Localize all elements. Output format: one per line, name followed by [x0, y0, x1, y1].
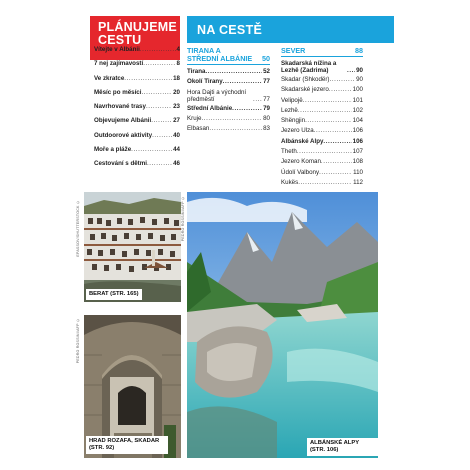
toc-entry-page: 83	[263, 125, 270, 133]
on-route-title: NA CESTĚ	[197, 23, 263, 37]
toc-entry-page: 77	[263, 95, 270, 103]
toc-entry[interactable]	[281, 126, 363, 136]
toc-entry[interactable]	[94, 46, 180, 60]
toc-entry[interactable]	[281, 85, 363, 95]
toc-entry-label: Outdoorové aktivity	[94, 131, 153, 139]
leader-dots	[223, 77, 262, 87]
toc-entry[interactable]	[281, 157, 363, 167]
toc-entry-label: Střední Albánie	[187, 104, 233, 112]
toc-entry-page: 77	[263, 78, 270, 86]
leader-dots	[201, 114, 262, 124]
leader-dots	[143, 60, 175, 67]
toc-entry-page: 104	[352, 117, 363, 125]
leader-dots	[314, 126, 352, 136]
planning-list	[94, 46, 180, 175]
on-route-header	[187, 16, 394, 43]
toc-entry-page: 102	[352, 106, 363, 114]
toc-entry-page: 101	[352, 96, 363, 104]
toc-entry-page: 23	[173, 103, 180, 111]
toc-entry[interactable]	[281, 59, 363, 75]
toc-entry-label: 7 nej zajímavostí	[94, 60, 144, 68]
toc-entry[interactable]	[281, 96, 363, 106]
toc-entry-page: 90	[356, 67, 363, 74]
leader-dots	[298, 106, 352, 116]
toc-entry-label: Jezero Koman	[281, 158, 321, 166]
toc-entry-page: 8	[176, 60, 180, 68]
leader-dots	[305, 116, 352, 126]
toc-entry[interactable]	[281, 106, 363, 116]
leader-dots	[297, 147, 352, 157]
toc-entry-label: Elbasan	[187, 125, 210, 133]
toc-entry-page: 107	[352, 148, 363, 156]
leader-dots	[319, 168, 352, 178]
toc-entry-label: Údolí Valbony	[281, 168, 320, 176]
toc-entry-label: Skadar (Shkodër)	[281, 76, 330, 83]
toc-entry-page: 106	[352, 137, 363, 145]
leader-dots	[232, 104, 262, 114]
alps-caption: ALBÁNSKÉ ALPY (STR. 106)	[307, 438, 378, 456]
leader-dots	[323, 137, 351, 147]
sever-items	[281, 59, 363, 188]
toc-entry[interactable]	[187, 67, 270, 77]
toc-entry-label: Navrhované trasy	[94, 103, 146, 111]
toc-entry[interactable]	[94, 75, 180, 89]
toc-entry-label: Cestování s dětmi	[94, 160, 147, 168]
leader-dots	[253, 96, 262, 103]
toc-entry[interactable]	[187, 114, 270, 124]
toc-entry-label: Skadarské jezero	[281, 86, 329, 94]
toc-entry-label: Theth	[281, 148, 297, 156]
toc-entry-label: Kukës	[281, 178, 299, 186]
toc-entry[interactable]	[94, 103, 180, 117]
toc-entry-label: Měsíc po měsíci	[94, 88, 142, 96]
toc-entry-page: 100	[352, 86, 363, 94]
sever-title-page: 88	[355, 46, 363, 55]
leader-dots	[321, 157, 352, 167]
alps-photo	[187, 192, 378, 458]
planning-title: PLÁNUJEME CESTU	[98, 20, 177, 47]
toc-entry-page: 52	[263, 68, 270, 75]
toc-entry-page: 110	[353, 168, 363, 176]
toc-entry-label: Objevujeme Albánii	[94, 117, 152, 125]
berat-photo	[84, 192, 181, 302]
leader-dots	[329, 85, 352, 95]
leader-dots	[124, 75, 172, 82]
toc-entry-page: 79	[263, 104, 270, 112]
rozafa-caption: HRAD ROZAFA, SKADAR (STR. 92)	[86, 436, 168, 454]
leader-dots	[152, 132, 172, 139]
tirana-section-title[interactable]	[187, 47, 270, 65]
leader-dots	[298, 178, 352, 188]
leader-dots	[151, 117, 172, 124]
tirana-title-text: TIRANA A STŘEDNÍ ALBÁNIE	[187, 46, 253, 63]
toc-entry-label: Okolí Tirany	[187, 78, 223, 86]
sever-section-title[interactable]	[281, 47, 363, 57]
toc-entry[interactable]	[281, 147, 363, 157]
toc-entry-label: Velipojë	[281, 96, 303, 104]
toc-entry-label: Tirana	[187, 68, 206, 75]
toc-entry[interactable]	[94, 60, 180, 74]
leader-dots	[131, 146, 172, 153]
toc-entry-label: Jezero Ulza	[281, 127, 314, 135]
toc-entry-page: 80	[263, 114, 270, 122]
toc-entry[interactable]	[187, 77, 270, 87]
berat-caption: BERAT (STR. 165)	[86, 289, 142, 300]
toc-entry-label: Vítejte v Albánii	[94, 46, 140, 53]
leader-dots	[141, 89, 172, 96]
toc-entry-page: 106	[352, 127, 363, 135]
toc-entry-label: Shëngjin	[281, 117, 306, 125]
toc-entry[interactable]	[187, 88, 270, 104]
sever-title-text: SEVER	[281, 46, 306, 55]
sever-section	[281, 47, 363, 188]
toc-entry-page: 46	[173, 160, 180, 168]
leader-dots	[330, 75, 356, 85]
toc-entry-label: Lezhë	[281, 106, 298, 114]
tirana-title-page: 50	[262, 54, 270, 63]
leader-dots	[209, 124, 262, 134]
toc-entry-page: 20	[173, 88, 180, 96]
toc-entry-label: Ve zkratce	[94, 74, 125, 82]
toc-entry[interactable]	[281, 116, 363, 126]
toc-entry[interactable]	[94, 132, 180, 146]
leader-dots	[303, 96, 352, 106]
toc-entry[interactable]	[94, 146, 180, 160]
leader-dots	[347, 67, 355, 74]
berat-image	[84, 192, 181, 302]
toc-entry[interactable]	[94, 160, 180, 174]
leader-dots	[140, 46, 176, 53]
toc-entry-page: 108	[352, 158, 363, 166]
tirana-items	[187, 67, 270, 134]
alps-credit: PEDRO ROSSINI/AFP ©	[181, 196, 185, 242]
toc-entry[interactable]	[94, 89, 180, 103]
toc-entry-page: 27	[173, 117, 180, 125]
leader-dots	[146, 103, 172, 110]
berat-credit: EPASSOV/SHUTTERSTOCK ©	[76, 200, 80, 257]
alps-image	[187, 192, 378, 458]
toc-entry-label: Kruje	[187, 114, 202, 122]
toc-entry[interactable]	[187, 104, 270, 114]
toc-entry-label: Moře a pláže	[94, 146, 132, 154]
toc-entry-label: Skadarská nížina a Lezhë (Zadrima)	[281, 60, 337, 74]
toc-entry-page: 4	[176, 46, 180, 53]
toc-entry-page: 90	[356, 76, 363, 83]
leader-dots	[147, 160, 172, 167]
toc-entry[interactable]	[281, 75, 363, 85]
toc-entry-label: Albánské Alpy	[281, 137, 324, 145]
leader-dots	[205, 67, 262, 77]
toc-entry-page: 44	[173, 146, 180, 154]
rozafa-photo	[84, 315, 181, 458]
toc-entry[interactable]	[94, 117, 180, 131]
toc-entry-page: 40	[173, 131, 180, 139]
rozafa-credit: PEDRO ROSSINI/AFP ©	[76, 318, 80, 364]
toc-entry[interactable]	[281, 137, 363, 147]
toc-entry-page: 18	[173, 74, 180, 82]
tirana-section	[187, 47, 270, 134]
toc-entry[interactable]	[281, 178, 363, 188]
toc-entry-label: Hora Dajti a východní předměstí	[187, 88, 247, 103]
toc-entry[interactable]	[281, 168, 363, 178]
toc-entry[interactable]	[187, 124, 270, 134]
toc-entry-page: 112	[353, 178, 363, 186]
